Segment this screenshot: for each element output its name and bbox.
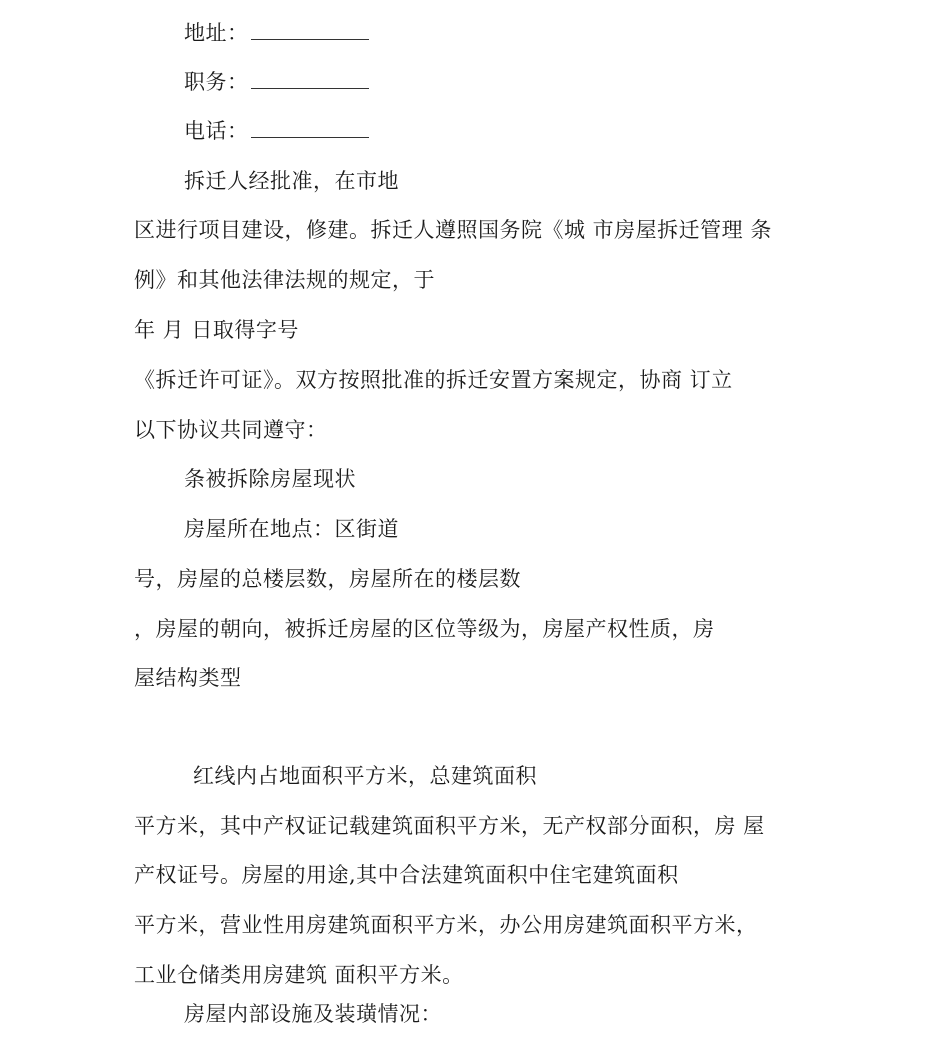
paragraph-line: 《拆迁许可证》。双方按照批准的拆迁安置方案规定，协商 订立 xyxy=(134,368,733,392)
position-field xyxy=(184,69,369,95)
position-label: 职务： xyxy=(184,70,249,94)
paragraph-line: 号，房屋的总楼层数，房屋所在的楼层数 xyxy=(134,567,521,591)
paragraph-line: 年 月 日取得字号 xyxy=(134,318,299,342)
paragraph-line: 平方米，其中产权证记载建筑面积平方米，无产权部分面积，房 屋 xyxy=(134,814,765,838)
paragraph-line: 房屋所在地点：区街道 xyxy=(184,517,399,541)
position-blank[interactable] xyxy=(251,70,369,89)
paragraph-line: 区进行项目建设，修建。拆迁人遵照国务院《城 市房屋拆迁管理 条 xyxy=(134,218,772,242)
paragraph-line: 以下协议共同遵守： xyxy=(134,418,328,442)
paragraph-line: 工业仓储类用房建筑 面积平方米。 xyxy=(134,963,464,987)
paragraph-line: 平方米，营业性用房建筑面积平方米，办公用房建筑面积平方米， xyxy=(134,913,758,937)
section-title: 条被拆除房屋现状 xyxy=(184,467,356,491)
paragraph-line: ，房屋的朝向，被拆迁房屋的区位等级为，房屋产权性质，房 xyxy=(134,617,715,641)
address-label: 地址： xyxy=(184,21,249,45)
phone-label: 电话： xyxy=(184,119,249,143)
address-field xyxy=(184,20,369,46)
paragraph-line: 例》和其他法律法规的规定，于 xyxy=(134,268,435,292)
address-blank[interactable] xyxy=(251,21,369,40)
paragraph-line: 拆迁人经批准，在市地 xyxy=(184,169,399,193)
paragraph-line: 屋结构类型 xyxy=(134,666,242,690)
phone-field xyxy=(184,118,369,144)
phone-blank[interactable] xyxy=(251,119,369,138)
paragraph-line: 房屋内部设施及装璜情况： xyxy=(184,1002,442,1026)
paragraph-line: 红线内占地面积平方米，总建筑面积 xyxy=(193,764,537,788)
paragraph-line: 产权证号。房屋的用途,其中合法建筑面积中住宅建筑面积 xyxy=(134,863,679,887)
